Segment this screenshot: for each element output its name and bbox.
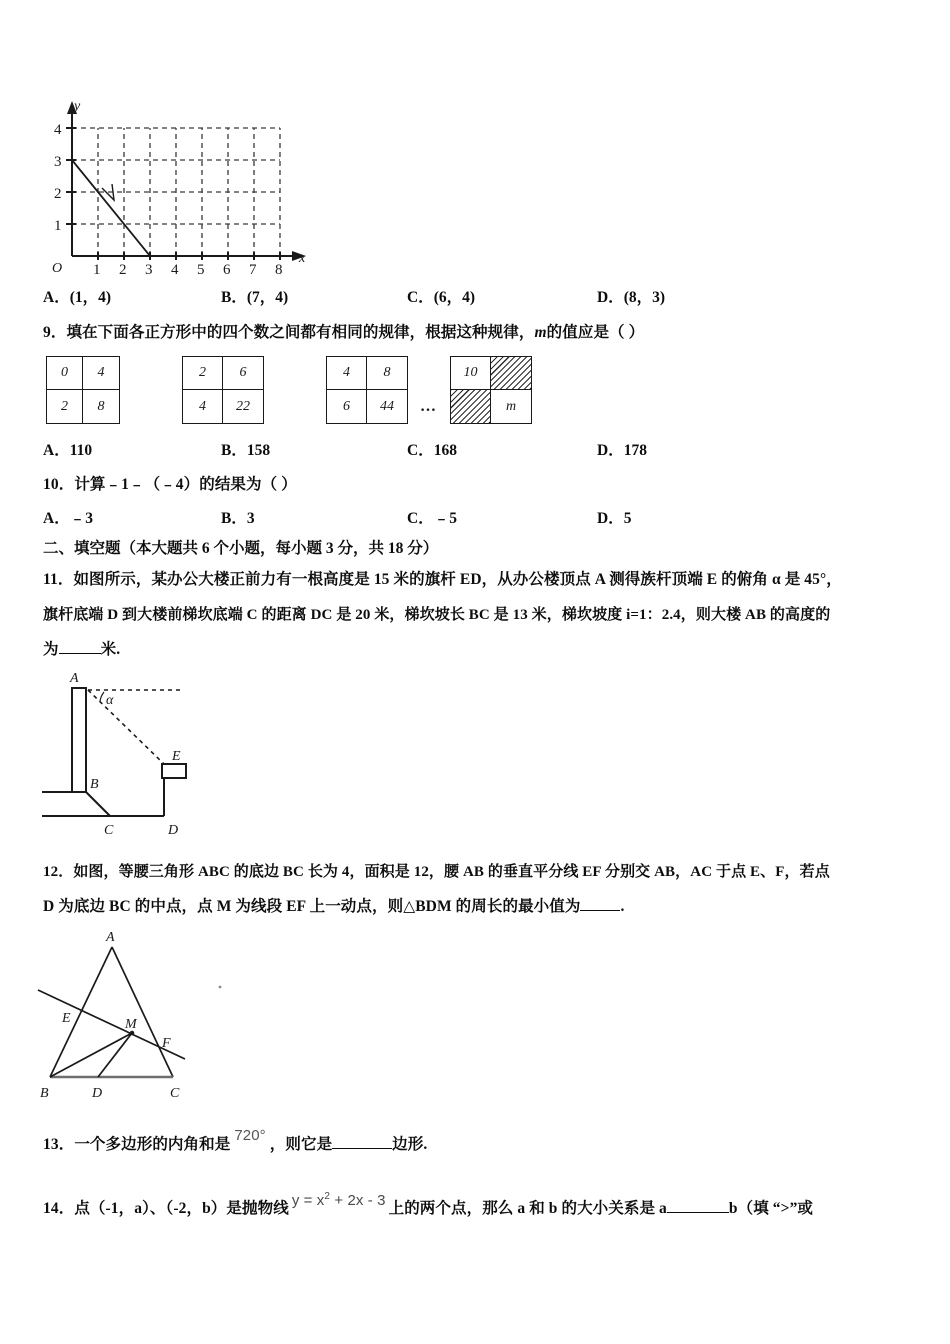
q9-option-c-text: 168 xyxy=(433,442,457,459)
section-2-heading: 二、填空题（本大题共 6 个小题，每小题 3 分，共 18 分） xyxy=(43,540,439,557)
q10-option-c[interactable] xyxy=(407,506,597,528)
q10-option-a[interactable] xyxy=(43,506,221,528)
square-2-bottom-left: 4 xyxy=(183,390,223,423)
square-3-top-right: 8 xyxy=(367,357,407,390)
label-D: D xyxy=(168,823,179,838)
square-4-bottom-right: m xyxy=(505,398,517,414)
q9-option-d[interactable] xyxy=(597,438,757,460)
q10-option-c-text: ﹣5 xyxy=(433,510,457,527)
q13-number: 13． xyxy=(43,1136,75,1153)
q8-option-d-text: (8，3) xyxy=(623,289,666,306)
label-B: B xyxy=(40,1086,49,1101)
q9-option-c[interactable] xyxy=(407,438,597,460)
square-4-top-left: 10 xyxy=(451,357,491,390)
x-tick-8: 8 xyxy=(275,262,283,274)
q14-formula-exponent: 2 xyxy=(324,1191,331,1202)
q11-line3-post: 米. xyxy=(100,641,121,658)
q14-post-text: b（填 “>”或 xyxy=(728,1200,814,1217)
number-square-2 xyxy=(182,356,264,424)
q9-option-a[interactable] xyxy=(43,438,221,460)
isosceles-triangle-figure xyxy=(30,925,245,1115)
q13-stem xyxy=(43,1128,427,1162)
q9-stem-tail: 的值应是（ ） xyxy=(546,324,645,341)
q8-option-c-text: (6，4) xyxy=(433,289,476,306)
square-2-bottom-right: 22 xyxy=(236,398,250,414)
label-A: A xyxy=(70,671,79,686)
q14-number: 14． xyxy=(43,1200,75,1217)
q12-answer-blank[interactable] xyxy=(580,896,620,911)
q12-line1-text: 如图，等腰三角形 ABC 的底边 BC 长为 4，面积是 12，腰 AB 的垂直平分线 EF 分别交 AB，AC 于点 E、F，若点 xyxy=(73,864,830,880)
q8-option-b[interactable] xyxy=(221,285,407,307)
q14-mid-text: 上的两个点，那么 a 和 b 的大小关系是 a xyxy=(388,1200,667,1217)
q9-option-b-letter: B． xyxy=(221,442,247,459)
q10-option-a-text: ﹣3 xyxy=(69,510,93,527)
x-tick-6: 6 xyxy=(223,262,231,274)
y-tick-2: 2 xyxy=(54,186,62,202)
q11-line-1 xyxy=(43,563,842,597)
q8-option-c[interactable] xyxy=(407,285,597,307)
number-square-3 xyxy=(326,356,408,424)
q14-pre-text: 点（-1，a）、（-2，b）是抛物线 xyxy=(74,1200,289,1217)
label-B: B xyxy=(90,777,99,792)
q8-option-b-letter: B． xyxy=(221,289,247,306)
q9-option-b[interactable] xyxy=(221,438,407,460)
q14-formula-tail: + 2x - 3 xyxy=(330,1192,386,1209)
x-tick-3: 3 xyxy=(145,262,153,274)
y-tick-1: 1 xyxy=(54,218,62,234)
label-E: E xyxy=(172,749,181,764)
q9-option-c-letter: C． xyxy=(407,442,434,459)
q12-number: 12． xyxy=(43,864,74,880)
square-4-top-right-hatched xyxy=(491,357,531,390)
building-flagpole-figure xyxy=(42,668,272,843)
q9-option-a-letter: A． xyxy=(43,442,70,459)
q9-option-b-text: 158 xyxy=(246,442,271,459)
q9-option-a-text: 110 xyxy=(69,442,93,459)
square-1-top-right: 4 xyxy=(83,357,119,390)
q9-stem-text: 填在下面各正方形中的四个数之间都有相同的规律，根据这种规律， xyxy=(66,324,535,341)
square-3-top-left: 4 xyxy=(327,357,367,390)
q8-options xyxy=(43,285,757,307)
label-A: A xyxy=(106,930,115,945)
q9-variable: m xyxy=(534,324,547,341)
q10-option-b[interactable] xyxy=(221,506,407,528)
y-axis-label: y xyxy=(74,99,81,114)
square-2-top-right: 6 xyxy=(223,357,263,390)
q8-option-d-letter: D． xyxy=(597,289,624,306)
x-tick-1: 1 xyxy=(93,262,101,274)
q11-line1-text: 如图所示，某办公大楼正前力有一根高度是 15 米的旗杆 ED，从办公楼顶点 A 测得族杆顶端 E 的俯角 α 是 45°， xyxy=(73,571,842,588)
q10-option-c-letter: C． xyxy=(407,510,434,527)
q10-option-d[interactable] xyxy=(597,506,757,528)
x-tick-5: 5 xyxy=(197,262,205,274)
y-tick-3: 3 xyxy=(54,154,62,170)
x-tick-7: 7 xyxy=(249,262,257,274)
q10-option-d-text: 5 xyxy=(623,510,632,527)
q11-answer-blank[interactable] xyxy=(59,639,101,654)
x-tick-4: 4 xyxy=(171,262,179,274)
label-F: F xyxy=(162,1036,171,1051)
q14-stem xyxy=(43,1188,813,1226)
q10-stem xyxy=(43,468,297,502)
q10-option-b-letter: B． xyxy=(221,510,247,527)
square-3-bottom-right: 44 xyxy=(380,398,394,414)
square-3-bottom-left: 6 xyxy=(327,390,367,423)
q10-stem-text: 计算﹣1﹣（﹣4）的结果为（ ） xyxy=(74,476,297,493)
q13-formula: 720° xyxy=(234,1127,266,1144)
label-C: C xyxy=(104,823,114,838)
q8-option-a[interactable] xyxy=(43,285,221,307)
q14-formula-base: y = x xyxy=(291,1192,325,1209)
x-tick-2: 2 xyxy=(119,262,127,274)
q8-option-d[interactable] xyxy=(597,285,757,307)
q11-line3-pre: 为 xyxy=(43,641,59,658)
q10-option-a-letter: A． xyxy=(43,510,70,527)
q9-option-d-letter: D． xyxy=(597,442,624,459)
q8-option-a-text: (1，4) xyxy=(69,289,112,306)
origin-label: O xyxy=(52,261,63,274)
square-4-bottom-left-hatched xyxy=(451,390,491,423)
number-square-1 xyxy=(46,356,120,424)
q14-answer-blank[interactable] xyxy=(667,1198,729,1213)
label-alpha: α xyxy=(106,693,114,708)
coordinate-graph-svg xyxy=(44,96,314,274)
q10-number: 10． xyxy=(43,476,75,493)
q9-number: 9． xyxy=(43,324,67,341)
q11-number: 11． xyxy=(43,571,74,588)
label-M: M xyxy=(125,1017,137,1032)
q9-option-d-text: 178 xyxy=(623,442,647,459)
q10-options xyxy=(43,506,757,528)
q9-options xyxy=(43,438,757,460)
square-1-bottom-right: 8 xyxy=(97,398,105,414)
square-2-top-left: 2 xyxy=(183,357,223,390)
coordinate-graph-figure xyxy=(44,96,314,274)
y-tick-4: 4 xyxy=(54,122,62,138)
q12-line-1 xyxy=(43,855,830,889)
q10-option-b-text: 3 xyxy=(246,510,255,527)
squares-ellipsis: … xyxy=(420,398,438,415)
square-1-bottom-left: 2 xyxy=(47,390,83,423)
label-E: E xyxy=(62,1011,71,1026)
q13-pre-text: 一个多边形的内角和是 xyxy=(74,1136,231,1153)
q8-option-b-text: (7，4) xyxy=(246,289,289,306)
building-flagpole-svg xyxy=(42,668,272,843)
q9-stem xyxy=(43,316,644,350)
label-D: D xyxy=(92,1086,103,1101)
q11-line-3 xyxy=(43,633,120,667)
isosceles-triangle-svg xyxy=(30,925,245,1115)
label-C: C xyxy=(170,1086,180,1101)
q13-mid-text: ，则它是 xyxy=(269,1136,333,1153)
q12-line-2 xyxy=(43,890,624,924)
q14-formula xyxy=(289,1180,389,1218)
q8-option-a-letter: A． xyxy=(43,289,70,306)
number-square-4 xyxy=(450,356,532,424)
q12-line2-post: . xyxy=(620,898,625,915)
x-axis-label: x xyxy=(299,251,306,266)
q8-option-c-letter: C． xyxy=(407,289,434,306)
square-1-top-left: 0 xyxy=(47,357,83,390)
q9-number-squares xyxy=(46,356,532,424)
q13-answer-blank[interactable] xyxy=(332,1134,392,1149)
q11-line-2: 旗杆底端 D 到大楼前梯坎底端 C 的距离 DC 是 20 米，梯坎坡长 BC 是 13 米，梯坎坡度 i=1：2.4，则大楼 AB 的高度的 xyxy=(43,607,831,623)
q12-line2-pre: D 为底边 BC 的中点，点 M 为线段 EF 上一动点，则△BDM 的周长的最小值为 xyxy=(43,898,581,915)
q10-option-d-letter: D． xyxy=(597,510,624,527)
q13-post-text: 边形. xyxy=(392,1136,428,1153)
